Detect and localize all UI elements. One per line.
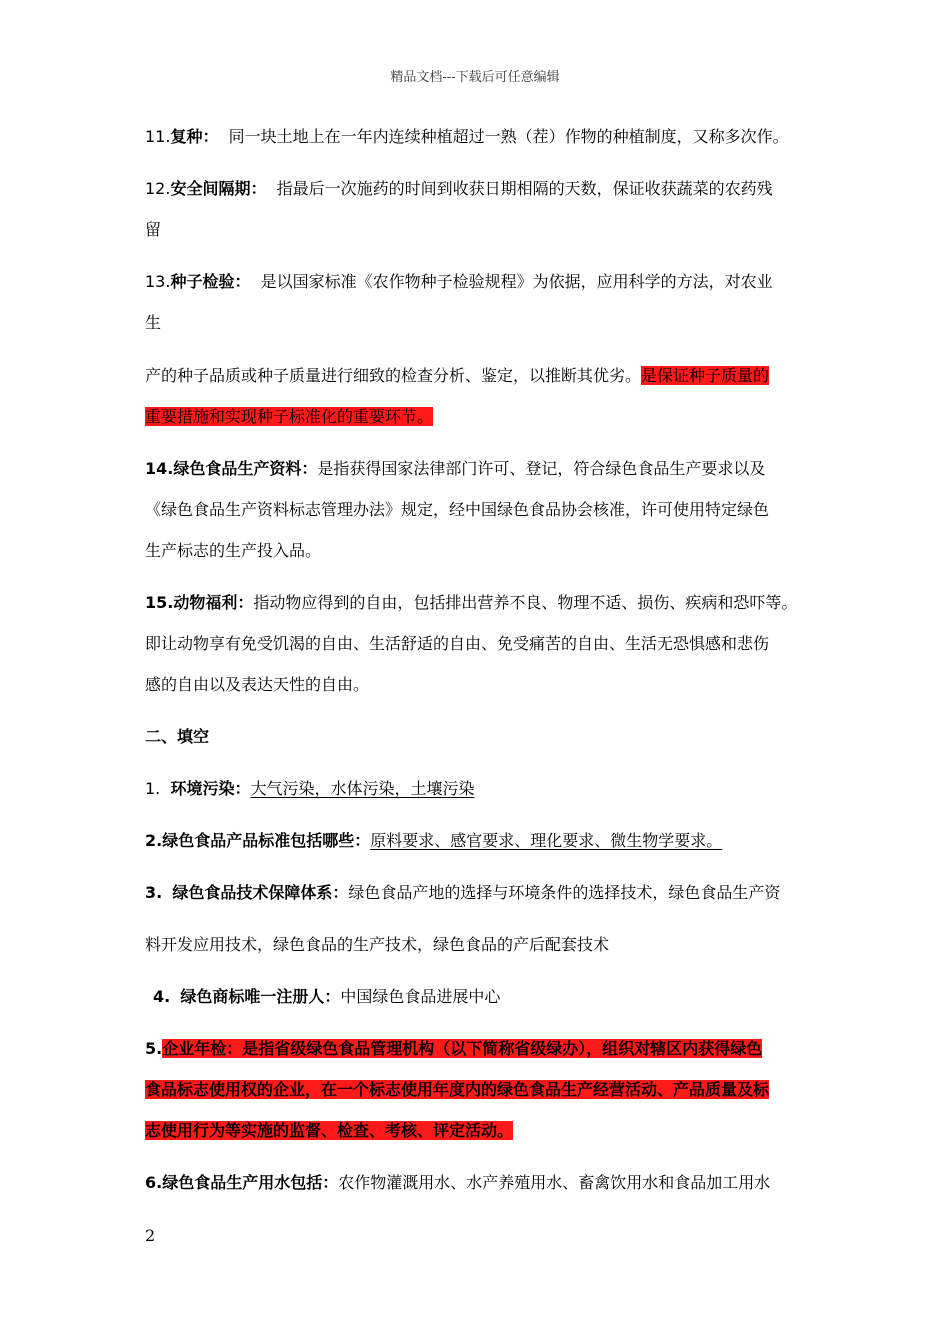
item-term: 环境污染： bbox=[170, 779, 251, 798]
highlighted-text: 是保证种子质量的 bbox=[641, 366, 770, 385]
item-definition: 是指获得国家法律部门许可、登记，符合绿色食品生产要求以及 bbox=[317, 459, 766, 478]
item-term: 绿色食品生产资料： bbox=[173, 459, 318, 478]
highlighted-text: 食品标志使用权的企业，在一个标志使用年度内的绿色食品生产经营活动、产品质量及标 bbox=[145, 1080, 770, 1099]
item-number: 15. bbox=[145, 593, 174, 612]
item-term: 绿色商标唯一注册人： bbox=[180, 987, 341, 1006]
answer-text: 大气污染，水体污染，土壤污染 bbox=[250, 779, 475, 798]
item-15 bbox=[145, 592, 797, 614]
item-definition: 产的种子品质或种子质量进行细致的检查分析、鉴定，以推断其优劣。 bbox=[145, 366, 642, 385]
item-12-continued: 留 bbox=[145, 220, 162, 239]
item-term: 绿色食品产品标准包括哪些： bbox=[162, 831, 371, 850]
item-term: 绿色食品技术保障体系： bbox=[172, 883, 349, 902]
item-14-line3: 生产标志的生产投入品。 bbox=[145, 541, 322, 560]
answer-text: 绿色食品产地的选择与环境条件的选择技术，绿色食品生产资 bbox=[348, 883, 781, 902]
item-number: 2. bbox=[145, 831, 163, 850]
item-definition: 同一块土地上在一年内连续种植超过一熟（茬）作物的种植制度，又称多次作。 bbox=[228, 127, 789, 146]
fill-item-3-line2: 料开发应用技术，绿色食品的生产技术，绿色食品的产后配套技术 bbox=[145, 935, 610, 954]
item-number: 11. bbox=[145, 127, 171, 146]
answer-text: 原料要求、感官要求、理化要求、微生物学要求。 bbox=[370, 831, 723, 850]
item-number: 12. bbox=[145, 179, 171, 198]
item-term: 安全间隔期： bbox=[170, 179, 267, 198]
item-13-line3 bbox=[145, 365, 769, 387]
fill-item-5 bbox=[145, 1038, 762, 1060]
item-term: 复种： bbox=[170, 127, 219, 146]
item-number: 5. bbox=[145, 1039, 163, 1058]
highlighted-text: 企业年检：是指省级绿色食品管理机构（以下简称省级绿办），组织对辖区内获得绿色 bbox=[162, 1039, 763, 1058]
page-number: 2 bbox=[145, 1226, 156, 1245]
item-13-continued: 生 bbox=[145, 313, 162, 332]
item-definition: 是以国家标准《农作物种子检验规程》为依据，应用科学的方法，对农业 bbox=[260, 272, 773, 291]
item-term: 绿色食品生产用水包括： bbox=[162, 1173, 339, 1192]
highlighted-text: 重要措施和实现种子标准化的重要环节。 bbox=[145, 407, 434, 426]
item-12 bbox=[145, 178, 773, 200]
item-number: 4. bbox=[153, 987, 171, 1006]
highlighted-text: 志使用行为等实施的监督、检查、考核、评定活动。 bbox=[145, 1121, 514, 1140]
item-number: 6. bbox=[145, 1173, 163, 1192]
item-14 bbox=[145, 458, 765, 480]
fill-item-1 bbox=[145, 778, 474, 800]
item-number: 3. bbox=[145, 883, 163, 902]
item-13-line4 bbox=[145, 406, 433, 428]
section-heading: 二、填空 bbox=[145, 727, 210, 746]
item-number: 13. bbox=[145, 272, 171, 291]
item-11 bbox=[145, 126, 789, 148]
fill-item-4 bbox=[153, 986, 500, 1008]
item-definition: 指动物应得到的自由，包括排出营养不良、物理不适、损伤、疾病和恐吓等。 bbox=[253, 593, 798, 612]
item-14-line2: 《绿色食品生产资料标志管理办法》规定，经中国绿色食品协会核准，许可使用特定绿色 bbox=[145, 500, 770, 519]
item-13 bbox=[145, 271, 773, 293]
answer-text: 农作物灌溉用水、水产养殖用水、畜禽饮用水和食品加工用水 bbox=[338, 1173, 771, 1192]
item-15-line2: 即让动物享有免受饥渴的自由、生活舒适的自由、免受痛苦的自由、生活无恐惧感和悲伤 bbox=[145, 634, 770, 653]
item-term: 种子检验： bbox=[170, 272, 251, 291]
item-term: 动物福利： bbox=[173, 593, 254, 612]
answer-text: 中国绿色食品进展中心 bbox=[340, 987, 501, 1006]
fill-item-6 bbox=[145, 1172, 770, 1194]
item-definition: 指最后一次施药的时间到收获日期相隔的天数，保证收获蔬菜的农药残 bbox=[276, 179, 773, 198]
fill-item-5-line3 bbox=[145, 1120, 513, 1142]
item-number: 1. bbox=[145, 779, 161, 798]
item-number: 14. bbox=[145, 459, 174, 478]
page-header: 精品文档---下载后可任意编辑 bbox=[390, 70, 560, 85]
item-15-line3: 感的自由以及表达天性的自由。 bbox=[145, 675, 370, 694]
fill-item-3 bbox=[145, 882, 780, 904]
fill-item-5-line2 bbox=[145, 1079, 769, 1101]
fill-item-2 bbox=[145, 830, 722, 852]
